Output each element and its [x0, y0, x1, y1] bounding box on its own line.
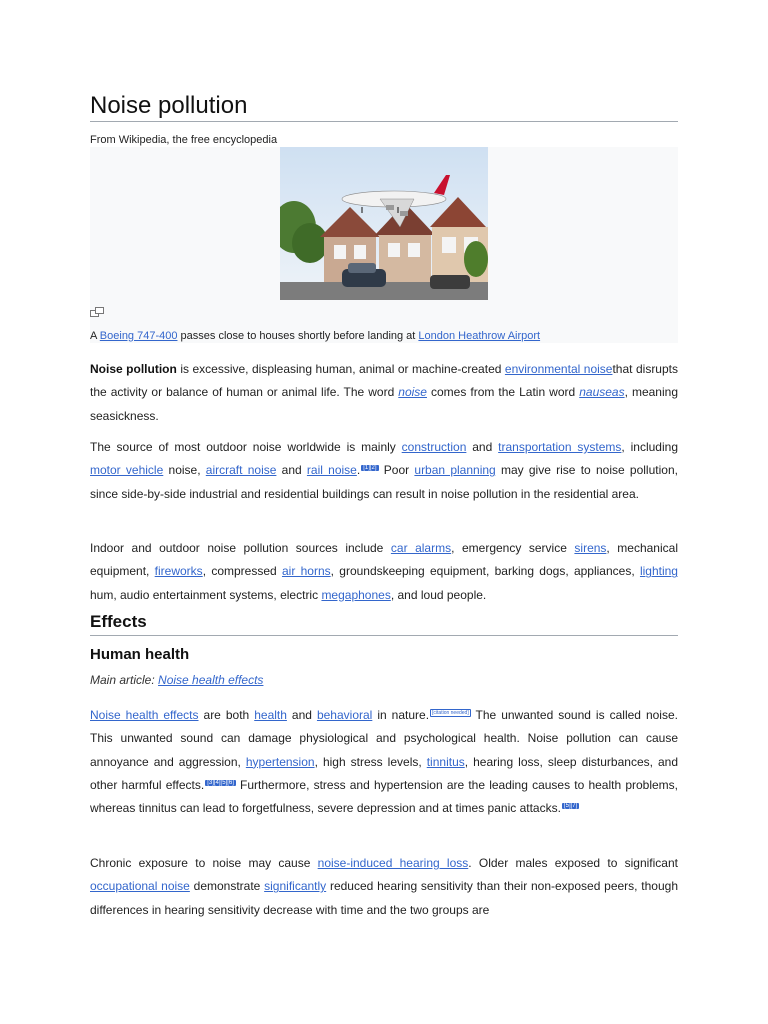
paragraph-text: Furthermore, stress and hypertension are the leading causes to health problems, whereas tinnitus can lead to forgetfulness, severe depression and at times panic attacks.: [90, 777, 679, 816]
sirens-link[interactable]: sirens: [574, 541, 607, 555]
hatnote-label: Main article:: [90, 673, 159, 687]
air-horns-link[interactable]: air horns: [281, 564, 331, 579]
paragraph-text: , groundskeeping equipment, barking dogs, appliances,: [330, 564, 640, 579]
paragraph-text: The unwanted sound is called noise. This unwanted sound can damage physiological and psychological health. Noise pollution can cause annoyance and aggression,: [90, 708, 678, 769]
lighting-link[interactable]: lighting: [639, 564, 678, 579]
boeing-747-link[interactable]: Boeing 747-400: [99, 330, 178, 342]
paragraph-text: comes from the Latin word: [426, 385, 580, 400]
section-divider: [90, 635, 678, 636]
paragraph-text: Poor: [378, 463, 415, 478]
megaphones-link[interactable]: megaphones: [321, 587, 391, 602]
figure: [90, 147, 678, 343]
paragraph-text: that disrupts the activity or balance of human or animal life. The word: [90, 362, 678, 400]
subsection-heading-human-health: Human health: [90, 646, 190, 663]
reference-link[interactable]: [3][4][5][6]: [207, 779, 234, 786]
paragraph-text: , including: [621, 440, 678, 454]
title-divider: [90, 121, 678, 122]
figure-caption: [90, 330, 540, 342]
enlarge-icon[interactable]: [90, 304, 104, 314]
paragraph-text: is excessive, displeasing human, animal or machine-created: [176, 362, 505, 376]
section-heading-effects: Effects: [90, 612, 147, 631]
transportation-systems-link[interactable]: transportation systems: [498, 440, 622, 454]
paragraph-text: The source of most outdoor noise worldwide is mainly: [90, 440, 402, 454]
effects-paragraph-1: [90, 704, 678, 820]
paragraph-text: may give rise to noise pollution, since side-by-side industrial and residential buildings can result in noise pollution in the residential area.: [90, 463, 678, 501]
reference-link[interactable]: [5][7]: [563, 803, 578, 810]
occupational-noise-link[interactable]: occupational noise: [90, 879, 190, 894]
paragraph-text: and: [286, 708, 317, 722]
paragraph-text: . Older males exposed to significant: [468, 856, 678, 870]
paragraph-text: Chronic exposure to noise may cause: [90, 856, 318, 870]
rail-noise-link[interactable]: rail noise: [306, 463, 357, 478]
paragraph-text: Indoor and outdoor noise pollution sources include: [90, 541, 391, 555]
heathrow-airport-link[interactable]: London Heathrow Airport: [418, 330, 541, 342]
intro-paragraph-1: [90, 358, 678, 428]
hypertension-link[interactable]: hypertension: [245, 754, 315, 769]
behavioral-link[interactable]: behavioral: [316, 708, 373, 722]
term-bold: Noise pollution: [90, 362, 177, 376]
paragraph-text: noise,: [163, 463, 206, 478]
paragraph-text: , mechanical equipment,: [90, 541, 678, 579]
airplane-over-houses-photo[interactable]: [280, 147, 488, 300]
paragraph-text: , hearing loss, sleep disturbances, and other harmful effects.: [90, 754, 678, 792]
noise-health-effects-link[interactable]: Noise health effects: [90, 708, 199, 722]
urban-planning-link[interactable]: urban planning: [414, 463, 496, 478]
tinnitus-link[interactable]: tinnitus: [426, 754, 465, 769]
nauseas-link[interactable]: nauseas: [579, 385, 625, 400]
paragraph-text: , and loud people.: [390, 587, 487, 602]
environmental-noise-link[interactable]: environmental noise: [504, 362, 613, 376]
effects-paragraph-2: [90, 852, 678, 922]
construction-link[interactable]: construction: [401, 440, 467, 454]
intro-paragraph-2: The source of most outdoor noise worldwide is mainly construction and transportation systems, including motor vehicle noise, aircraft noise and rail noise. [1][2] Poor urban planning may give rise to noise pollution, since side-by-side industrial and residential buildings can result in noise pollution in the residential area.: [90, 440, 678, 501]
caption-text: A: [90, 330, 100, 342]
paragraph-text: are both: [198, 708, 255, 722]
paragraph-text: demonstrate: [189, 879, 265, 894]
paragraph-text: reduced hearing sensitivity than their non-exposed peers, though differences in hearing sensitivity decrease with time and the two groups are: [90, 879, 678, 917]
paragraph-text: , meaning seasickness.: [90, 385, 678, 423]
significantly-link[interactable]: significantly: [264, 879, 327, 894]
paragraph-text: and: [466, 440, 499, 454]
paragraph-text: in nature.: [372, 708, 430, 722]
paragraph-text: , emergency service: [451, 541, 575, 555]
fireworks-link[interactable]: fireworks: [154, 564, 203, 579]
reference-link[interactable]: [1][2]: [363, 465, 377, 472]
paragraph-text: , compressed: [202, 564, 282, 579]
noise-link[interactable]: noise: [398, 385, 427, 400]
citation-needed-link[interactable]: [citation needed]: [432, 710, 469, 716]
caption-text: passes close to houses shortly before landing at: [177, 330, 419, 342]
main-article-hatnote: [90, 673, 263, 687]
tagline: From Wikipedia, the free encyclopedia: [90, 134, 278, 146]
paragraph-text: hum, audio entertainment systems, electric: [90, 587, 322, 602]
motor-vehicle-link[interactable]: motor vehicle: [90, 463, 164, 478]
paragraph-text: , high stress levels,: [314, 754, 427, 769]
intro-paragraph-3: [90, 537, 678, 607]
aircraft-noise-link[interactable]: aircraft noise: [205, 463, 277, 478]
paragraph-text: and: [276, 463, 307, 478]
car-alarms-link[interactable]: car alarms: [390, 541, 452, 555]
noise-health-effects-main-link[interactable]: Noise health effects: [158, 673, 264, 687]
noise-induced-hearing-loss-link[interactable]: noise-induced hearing loss: [317, 856, 469, 870]
page-title: Noise pollution: [90, 92, 248, 119]
health-link[interactable]: health: [254, 708, 287, 722]
